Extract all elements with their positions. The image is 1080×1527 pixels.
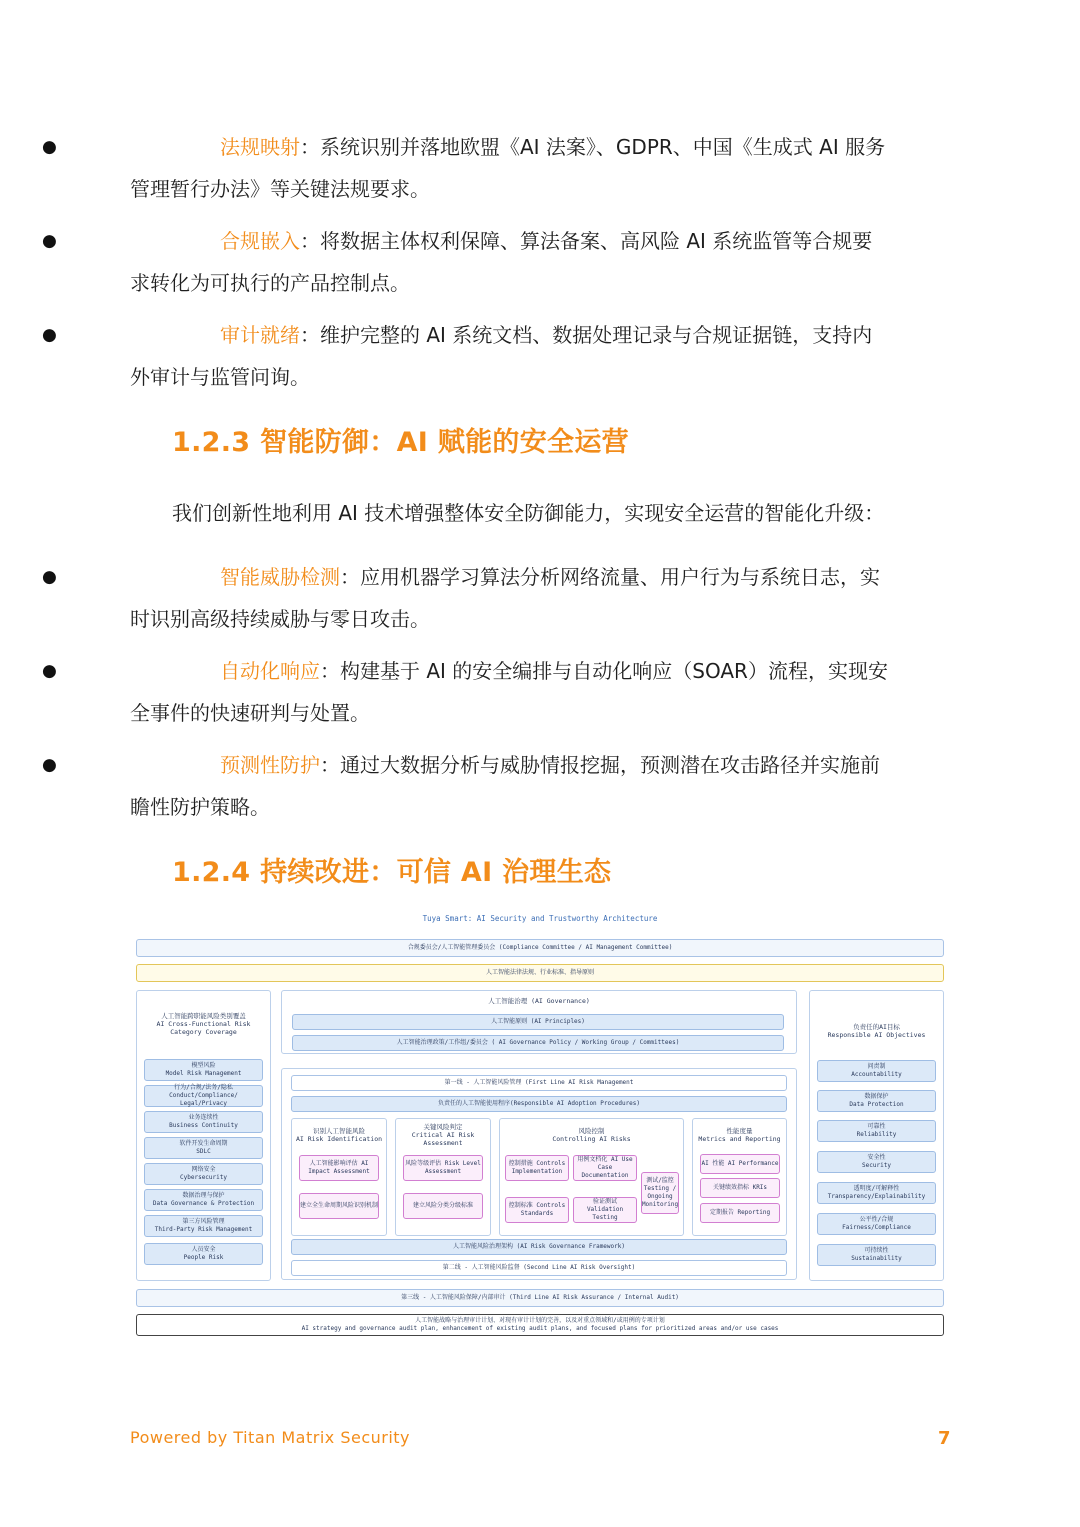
controls-impl-box: 控制措施 Controls Implementation bbox=[505, 1155, 569, 1181]
right-item-data-protection: 数据保护 Data Protection bbox=[817, 1090, 936, 1112]
ai-performance-box: AI 性能 AI Performance bbox=[700, 1154, 780, 1174]
architecture-diagram bbox=[136, 910, 944, 1340]
reporting-box: 定期报告 Reporting bbox=[700, 1203, 780, 1223]
second-line-bar: 第二线 - 人工智能风险监督 (Second Line AI Risk Oversight) bbox=[291, 1260, 787, 1276]
bullet-dot: ● bbox=[42, 231, 57, 251]
bullet-dot: ● bbox=[42, 567, 57, 587]
procedures-bar: 负责任的人工智能使用程序(Responsible AI Adoption Procedures) bbox=[291, 1096, 787, 1112]
risk-standard-box: 建立风险分类分级标准 bbox=[403, 1193, 483, 1219]
committee-bar: 合规委员会/人工智能管理委员会 (Compliance Committee / AI Management Committee) bbox=[136, 939, 944, 957]
right-item-reliability: 可靠性 Reliability bbox=[817, 1120, 936, 1142]
section-heading-1-2-3: 1.2.3 智能防御：AI 赋能的安全运营 bbox=[172, 427, 629, 458]
bullet-term: 法规映射 bbox=[220, 135, 300, 159]
audit-plan-box: 人工智能战略与治理审计计划、对现有审计计划的完善，以及对重点领域和/或用例的专项计划 AI strategy and governance audit plan, enhancement of existing audit plans, and focused plans for prioritized areas and/or use cases bbox=[136, 1314, 944, 1336]
bullet-dot: ● bbox=[42, 661, 57, 681]
bullet-text: ：维护完整的 AI 系统文档、数据处理记录与合规证据链，支持内 bbox=[300, 323, 873, 347]
bullet-text: ：构建基于 AI 的安全编排与自动化响应（SOAR）流程，实现安 bbox=[320, 659, 888, 683]
left-item-conduct: 行为/合规/法务/隐私 Conduct/Compliance/ Legal/Privacy bbox=[144, 1085, 263, 1107]
bullet-term: 自动化响应 bbox=[220, 659, 320, 683]
risk-level-box: 风险等级评估 Risk Level Assessment bbox=[403, 1155, 483, 1181]
footer-powered-by: Powered by Titan Matrix Security bbox=[130, 1428, 411, 1447]
right-item-sustainability: 可持续性 Sustainability bbox=[817, 1244, 936, 1266]
bullet-text-cont: 求转化为可执行的产品控制点。 bbox=[130, 271, 410, 295]
right-item-security: 安全性 Security bbox=[817, 1151, 936, 1173]
right-panel-title: 负责任的AI目标 Responsible AI Objectives bbox=[827, 1023, 926, 1039]
bullet-text: ：应用机器学习算法分析网络流量、用户行为与系统日志，实 bbox=[340, 565, 880, 589]
laws-bar: 人工智能法律法规、行业标准、指导原则 bbox=[136, 964, 944, 982]
bullet-dot: ● bbox=[42, 137, 57, 157]
bullet-term: 合规嵌入 bbox=[220, 229, 300, 253]
bullet-term: 审计就绪 bbox=[220, 323, 300, 347]
lifecycle-identify-box: 建立全生命周期风险识别机制 bbox=[299, 1193, 379, 1219]
bullet-threat-detection bbox=[42, 556, 952, 640]
col-metrics-title: 性能度量 Metrics and Reporting bbox=[698, 1127, 781, 1143]
bullet-text: ：通过大数据分析与威胁情报挖掘，预测潜在攻击路径并实施前 bbox=[320, 753, 880, 777]
bullet-text-cont: 管理暂行办法》等关键法规要求。 bbox=[130, 177, 430, 201]
bullet-compliance-embed bbox=[42, 220, 952, 304]
bullet-term: 智能威胁检测 bbox=[220, 565, 340, 589]
bullet-text-cont: 全事件的快速研判与处置。 bbox=[130, 701, 370, 725]
bullet-dot: ● bbox=[42, 755, 57, 775]
policy-bar: 人工智能治理政策/工作组/委员会 ( AI Governance Policy / Working Group / Committees) bbox=[292, 1035, 784, 1051]
governance-title: 人工智能治理 (AI Governance) bbox=[488, 997, 590, 1005]
col-controlling-title: 风险控制 Controlling AI Risks bbox=[552, 1127, 631, 1143]
kri-box: 关键绩效指标 KRIs bbox=[700, 1178, 780, 1198]
section-intro: 我们创新性地利用 AI 技术增强整体安全防御能力，实现安全运营的智能化升级： bbox=[172, 501, 885, 525]
section-heading-1-2-4: 1.2.4 持续改进：可信 AI 治理生态 bbox=[172, 857, 612, 888]
left-item-sdlc: 软件开发生命周期 SDLC bbox=[144, 1137, 263, 1159]
bullet-dot: ● bbox=[42, 325, 57, 345]
left-item-people: 人员安全 People Risk bbox=[144, 1243, 263, 1265]
bullet-text-cont: 外审计与监管问询。 bbox=[130, 365, 310, 389]
bullet-audit-ready bbox=[42, 314, 952, 398]
bullet-term: 预测性防护 bbox=[220, 753, 320, 777]
first-line-bar: 第一线 - 人工智能风险管理 (First Line AI Risk Management bbox=[291, 1075, 787, 1091]
left-panel-title: 人工智能跨职能风险类别覆盖 AI Cross-Functional Risk Category Coverage bbox=[156, 1012, 251, 1036]
right-item-accountability: 问责制 Accountability bbox=[817, 1060, 936, 1082]
framework-bar: 人工智能风险治理架构 (AI Risk Governance Framework) bbox=[291, 1239, 787, 1255]
left-item-third-party: 第三方风险管理 Third-Party Risk Management bbox=[144, 1215, 263, 1237]
bullet-predictive-defense bbox=[42, 744, 952, 828]
bullet-text-cont: 时识别高级持续威胁与零日攻击。 bbox=[130, 607, 430, 631]
bullet-auto-response bbox=[42, 650, 952, 734]
col-identification-title: 识别人工智能风险 AI Risk Identification bbox=[295, 1127, 383, 1143]
bullet-text: ：系统识别并落地欧盟《AI 法案》、GDPR、中国《生成式 AI 服务 bbox=[300, 135, 886, 159]
bullet-regulation-mapping bbox=[42, 126, 952, 210]
use-case-doc-box: 用例文档化 AI Use Case Documentation bbox=[573, 1155, 637, 1181]
controls-standard-box: 控制标准 Controls Standards bbox=[505, 1197, 569, 1223]
col-critical-title: 关键风险判定 Critical AI Risk Assessment bbox=[411, 1123, 475, 1147]
left-item-cyber: 网络安全 Cybersecurity bbox=[144, 1163, 263, 1185]
bullet-text-cont: 瞻性防护策略。 bbox=[130, 795, 270, 819]
monitoring-box: 测试/监控 Testing / Ongoing Monitoring bbox=[641, 1172, 679, 1214]
third-line-bar: 第三线 - 人工智能风险保障/内部审计 (Third Line AI Risk Assurance / Internal Audit) bbox=[136, 1289, 944, 1307]
right-item-transparency: 透明度/可解释性 Transparency/Explainability bbox=[817, 1182, 936, 1204]
validation-testing-box: 验证测试 Validation Testing bbox=[573, 1197, 637, 1223]
left-item-model-risk: 模型风险 Model Risk Management bbox=[144, 1059, 263, 1081]
principles-bar: 人工智能原则 (AI Principles) bbox=[292, 1014, 784, 1030]
right-item-fairness: 公平性/合规 Fairness/Compliance bbox=[817, 1213, 936, 1235]
diagram-title: Tuya Smart: AI Security and Trustworthy Architecture bbox=[422, 914, 658, 923]
bullet-text: ：将数据主体权利保障、算法备案、高风险 AI 系统监管等合规要 bbox=[300, 229, 873, 253]
impact-assessment-box: 人工智能影响评估 AI Impact Assessment bbox=[299, 1155, 379, 1181]
left-item-continuity: 业务连续性 Business Continuity bbox=[144, 1111, 263, 1133]
left-item-data-gov: 数据治理与保护 Data Governance & Protection bbox=[144, 1189, 263, 1211]
page-number: 7 bbox=[938, 1428, 951, 1449]
